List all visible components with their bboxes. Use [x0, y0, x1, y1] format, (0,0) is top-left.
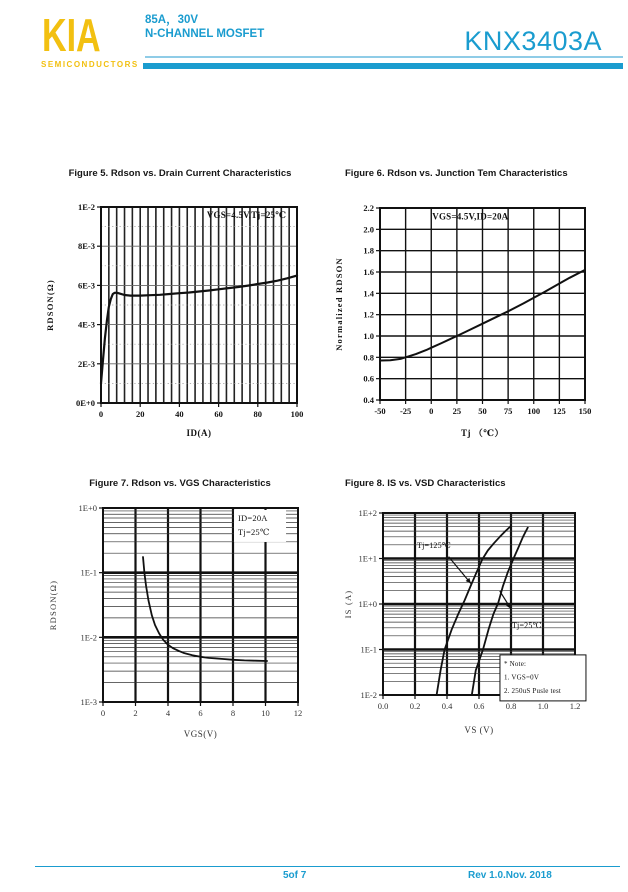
svg-text:Tj=25℃: Tj=25℃: [238, 526, 270, 537]
svg-text:0.6: 0.6: [473, 701, 485, 711]
svg-text:1. VGS=0V: 1. VGS=0V: [503, 673, 540, 682]
svg-text:0: 0: [100, 708, 106, 718]
figure6-chart: [330, 178, 622, 451]
svg-text:1.0: 1.0: [363, 331, 374, 341]
svg-text:1E-3: 1E-3: [80, 697, 97, 707]
svg-text:0: 0: [429, 406, 434, 416]
svg-text:VGS=4.5V,Tj=25℃: VGS=4.5V,Tj=25℃: [206, 209, 287, 220]
svg-text:8E-3: 8E-3: [78, 241, 95, 252]
svg-text:1.4: 1.4: [363, 288, 374, 299]
svg-text:VGS=4.5V,ID=20A: VGS=4.5V,ID=20A: [432, 211, 509, 222]
svg-text:ID(A): ID(A): [186, 428, 212, 438]
svg-text:1.8: 1.8: [363, 245, 374, 256]
figure6-title: Figure 6. Rdson vs. Junction Tem Characteristics: [345, 167, 568, 179]
svg-text:4: 4: [165, 708, 171, 718]
svg-text:150: 150: [578, 406, 592, 416]
figure5-title: Figure 5. Rdson vs. Drain Current Characteristics: [68, 167, 292, 179]
svg-text:Tj （℃）: Tj （℃）: [460, 428, 505, 438]
svg-text:1E+2: 1E+2: [358, 508, 377, 518]
svg-text:1E-2: 1E-2: [360, 690, 377, 700]
figure5-chart: [40, 178, 320, 451]
kia-logo-subtext: SEMICONDUCTORS: [41, 60, 139, 69]
svg-text:1E-2: 1E-2: [78, 202, 95, 212]
svg-text:0.2: 0.2: [409, 701, 421, 711]
svg-text:0.0: 0.0: [377, 701, 389, 711]
svg-text:1.6: 1.6: [363, 267, 374, 277]
figure8-title: Figure 8. IS vs. VSD Characteristics: [345, 477, 506, 489]
svg-text:ID=20A: ID=20A: [238, 512, 268, 523]
svg-text:* Note:: * Note:: [503, 659, 527, 668]
svg-text:Tj=125℃: Tj=125℃: [417, 541, 451, 551]
svg-text:1.2: 1.2: [569, 701, 581, 711]
svg-text:1E-1: 1E-1: [360, 644, 377, 655]
svg-text:40: 40: [175, 409, 184, 419]
svg-text:-25: -25: [399, 406, 412, 416]
svg-text:8: 8: [230, 708, 236, 718]
svg-text:1E+1: 1E+1: [358, 553, 377, 564]
svg-text:0.8: 0.8: [505, 701, 517, 711]
svg-text:75: 75: [503, 406, 513, 416]
svg-text:100: 100: [527, 406, 541, 416]
svg-text:80: 80: [253, 409, 263, 419]
page-number: 5of 7: [283, 870, 307, 881]
svg-text:Tj=25℃: Tj=25℃: [511, 620, 542, 630]
svg-text:2E-3: 2E-3: [78, 358, 95, 369]
figure7-chart: [40, 490, 320, 755]
svg-text:2: 2: [133, 708, 138, 718]
svg-text:4E-3: 4E-3: [78, 319, 95, 330]
svg-text:0.8: 0.8: [363, 352, 374, 363]
svg-text:1E+0: 1E+0: [78, 503, 97, 513]
svg-text:1.0: 1.0: [537, 701, 549, 711]
svg-text:1E+0: 1E+0: [358, 599, 377, 609]
svg-text:20: 20: [135, 409, 145, 419]
svg-text:125: 125: [553, 406, 566, 416]
svg-text:-50: -50: [374, 406, 386, 416]
svg-text:Normalized RDSON: Normalized RDSON: [334, 257, 344, 351]
svg-text:6: 6: [198, 708, 203, 718]
svg-text:RDSON(Ω): RDSON(Ω): [45, 279, 55, 331]
revision-label: Rev 1.0.Nov. 2018: [468, 870, 552, 881]
svg-text:6E-3: 6E-3: [78, 280, 95, 291]
figure7-title: Figure 7. Rdson vs. VGS Characteristics: [89, 477, 271, 489]
kia-logo: KIA: [42, 9, 101, 61]
device-rating: 85A，30V: [145, 14, 199, 26]
svg-text:2.2: 2.2: [363, 203, 374, 213]
header-rule-thin: [145, 56, 623, 58]
figure8-chart: [330, 490, 628, 753]
svg-text:1.2: 1.2: [363, 309, 374, 320]
svg-text:25: 25: [452, 406, 462, 416]
svg-text:50: 50: [478, 406, 487, 416]
footer-rule: [35, 866, 620, 867]
svg-text:RDSON(Ω): RDSON(Ω): [48, 579, 58, 631]
svg-text:0.4: 0.4: [363, 395, 374, 405]
svg-text:0.4: 0.4: [441, 701, 453, 711]
svg-text:VS (V): VS (V): [464, 725, 494, 735]
device-type: N-CHANNEL MOSFET: [145, 28, 265, 40]
svg-text:0: 0: [98, 409, 104, 419]
header-rule-thick: [143, 63, 623, 69]
svg-text:10: 10: [261, 708, 270, 718]
svg-text:60: 60: [214, 409, 223, 419]
svg-text:0.6: 0.6: [363, 373, 374, 384]
svg-text:2. 250uS Pusle test: 2. 250uS Pusle test: [503, 686, 562, 695]
part-number: KNX3403A: [464, 26, 602, 56]
svg-text:IS (A): IS (A): [343, 589, 353, 619]
svg-text:0E+0: 0E+0: [75, 398, 95, 408]
svg-text:1E-1: 1E-1: [80, 567, 97, 578]
svg-text:100: 100: [290, 409, 304, 419]
svg-text:2.0: 2.0: [363, 224, 374, 235]
svg-text:1E-2: 1E-2: [80, 632, 97, 643]
svg-text:12: 12: [293, 708, 303, 718]
svg-text:VGS(V): VGS(V): [183, 729, 218, 739]
